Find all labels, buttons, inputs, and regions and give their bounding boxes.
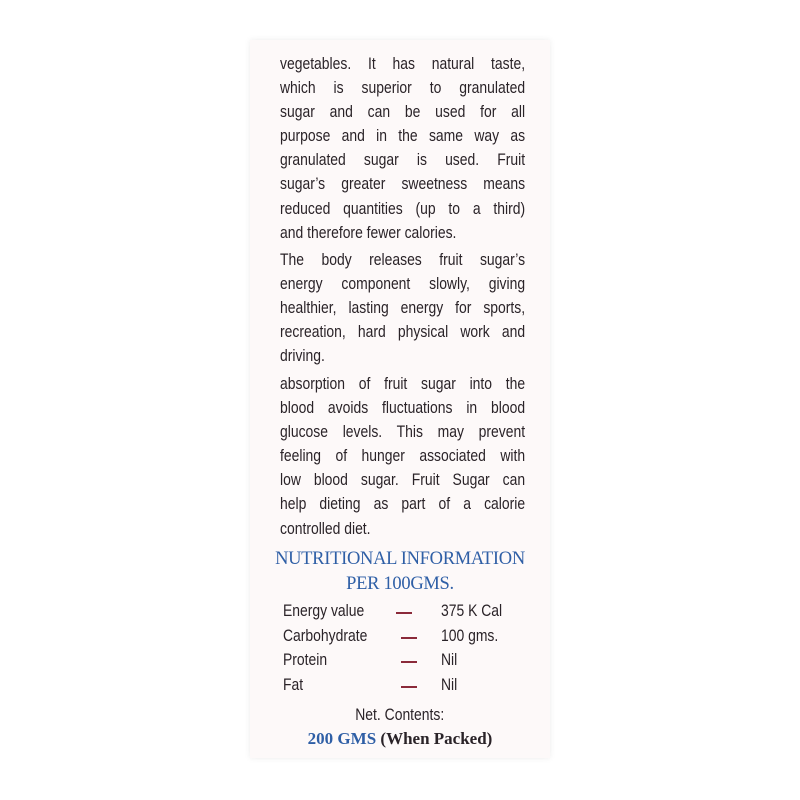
text-line: purpose and in the same way as [280,127,526,146]
text-line: absorption of fruit sugar into the [280,375,526,393]
net-contents-label-row [250,706,550,725]
text-line: vegetables. It has natural taste, [280,55,526,73]
nutrition-label: Protein [283,651,328,669]
net-contents-note: (When Packed) [380,729,493,748]
text-line: driving. [280,347,325,366]
nutrition-value: Nil [441,676,458,694]
nutrition-value: 100 gms. [441,627,499,645]
text-line: and therefore fewer calories. [280,223,457,242]
nutrition-label: Energy value [283,602,365,620]
nutrition-subtitle: PER 100GMS. [346,574,454,594]
text-line: low blood sugar. Fruit Sugar can [280,471,526,490]
text-line: healthier, lasting energy for sports, [280,299,526,318]
paragraph-absorption [280,372,526,541]
net-contents-value [250,729,550,749]
dash-separator [401,637,417,639]
text-line: feeling of hunger associated with [280,447,526,466]
text-line: energy component slowly, giving [280,275,526,294]
text-line: sugar and can be used for all [280,103,526,122]
net-contents-quantity: 200 GMS [307,729,377,748]
text-line: sugar’s greater sweetness means [280,175,526,194]
nutrition-value: Nil [441,651,458,669]
text-line: controlled diet. [280,519,371,538]
text-line: help dieting as part of a calorie [280,495,526,514]
nutrition-value: 375 K Cal [441,602,503,620]
text-line: recreation, hard physical work and [280,323,526,342]
text-line: reduced quantities (up to a third) [280,199,526,218]
text-line: blood avoids fluctuations in blood [280,399,526,418]
paragraph-energy [280,248,526,368]
nutrition-label: Carbohydrate [283,627,368,645]
net-contents-label: Net. Contents: [355,706,445,724]
nutrition-label: Fat [283,676,304,694]
dash-separator [401,661,417,663]
paragraph-description [280,52,526,245]
dash-separator [401,686,417,688]
text-line: which is superior to granulated [280,79,526,98]
nutrition-title: NUTRITIONAL INFORMATION [275,549,525,569]
text-line: glucose levels. This may prevent [280,423,526,442]
text-line: The body releases fruit sugar’s [280,251,526,269]
text-line: granulated sugar is used. Fruit [280,151,526,170]
dash-separator [396,612,412,614]
